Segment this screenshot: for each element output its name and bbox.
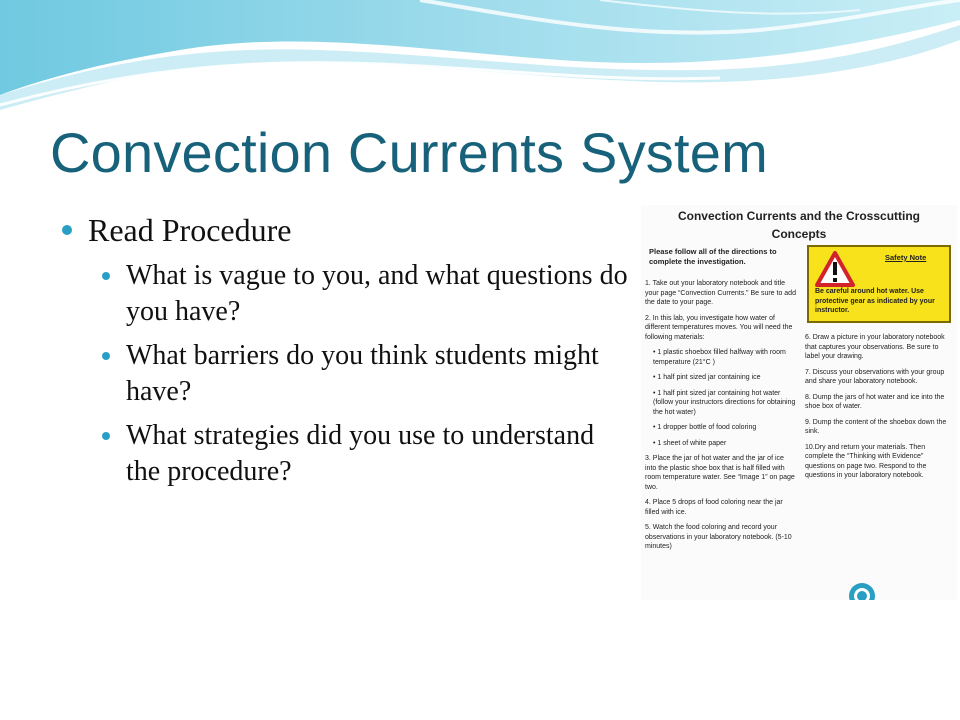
material-item: • 1 half pint sized jar containing ice [653, 374, 761, 381]
worksheet-step: 9. Dump the content of the shoebox down the sink. [805, 418, 947, 435]
worksheet-step: 5. Watch the food coloring and record your observations in your laboratory notebook. (5-10 minutes) [645, 524, 792, 550]
material-item: • 1 dropper bottle of food coloring [653, 424, 757, 431]
material-item: • 1 half pint sized jar containing hot water (follow your instructors directions for obtaining the hot water) [653, 389, 796, 416]
worksheet-step: 8. Dump the jars of hot water and ice into the shoe box of water. [805, 393, 945, 410]
slide-title: Convection Currents System [50, 121, 768, 184]
safety-note-label: Safety Note [885, 253, 927, 262]
worksheet-right-column [805, 333, 953, 487]
safety-note-text: Be careful around hot water. Use protective gear as indicated by your instructor. [815, 288, 935, 314]
worksheet-step: 6. Draw a picture in your laboratory notebook that captures your observations. Be sure to label your drawing. [805, 334, 945, 360]
publisher-logo-icon [847, 581, 877, 600]
bullet-list [62, 210, 632, 490]
safety-note-box [807, 245, 951, 323]
material-item: • 1 plastic shoebox filled halfway with room temperature (21°C ) [653, 349, 786, 366]
worksheet-step: 10.Dry and return your materials. Then complete the “Thinking with Evidence” questions on page two. Respond to the questions in your laboratory notebook. [805, 443, 927, 479]
worksheet-title-line1: Convection Currents and the Crosscutting [677, 209, 921, 223]
worksheet-step: 1. Take out your laboratory notebook and title your page “Convection Currents.” Be sure to add the date to your page. [645, 280, 796, 306]
subbullet-item: What strategies did you use to understand the procedure? [100, 418, 632, 490]
worksheet-intro: Please follow all of the directions to complete the investigation. [649, 247, 777, 266]
worksheet-image [641, 205, 957, 600]
subbullet-item: What is vague to you, and what questions do you have? [100, 258, 632, 330]
worksheet-step: 2. In this lab, you investigate how water of different temperatures moves. You will need the following materials: [645, 314, 793, 341]
warning-icon [815, 251, 855, 287]
header-wave-decoration [0, 0, 960, 120]
material-item: • 1 sheet of white paper [653, 439, 727, 447]
bullet-read-procedure: Read Procedure [62, 210, 632, 250]
worksheet-step: 4. Place 5 drops of food coloring near the jar filled with ice. [645, 499, 783, 516]
worksheet-step: 3. Place the jar of hot water and the jar of ice into the plastic shoe box that is half filled with room temperature water. See “Image 1” on page two. [645, 455, 795, 491]
worksheet-title-line2: Concepts [771, 227, 827, 241]
worksheet-left-column [645, 279, 797, 558]
worksheet-step: 7. Discuss your observations with your group and share your laboratory notebook. [805, 368, 945, 385]
subbullet-item: What barriers do you think students might have? [100, 338, 632, 410]
